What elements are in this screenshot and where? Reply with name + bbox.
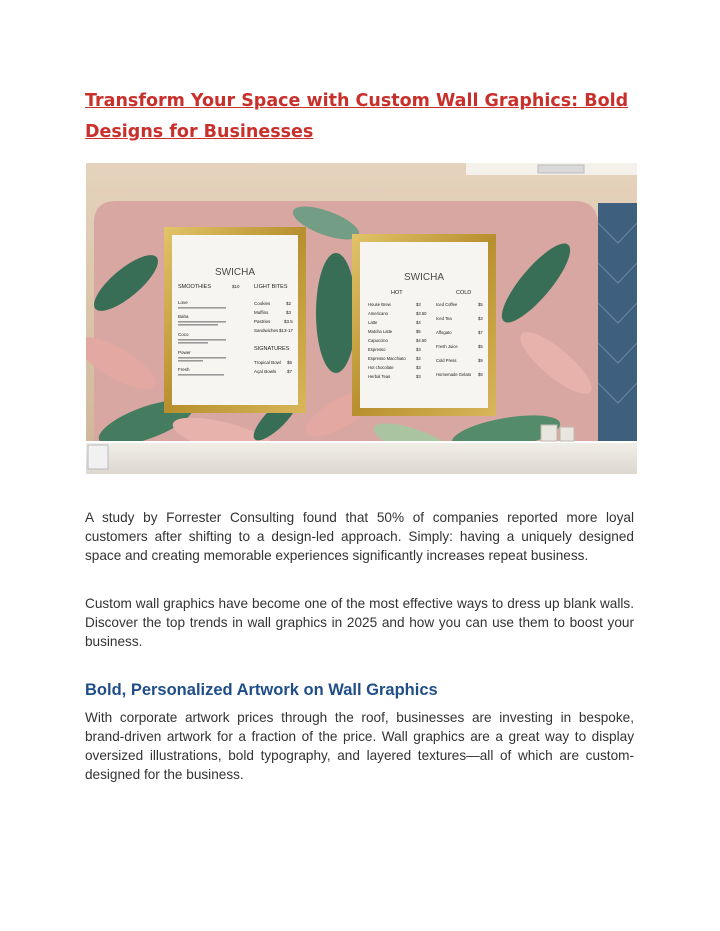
- hot-drink-name: Capuccino: [368, 338, 388, 343]
- trends-paragraph: Custom wall graphics have become one of the most effective ways to dress up blank walls. Discover the top trends in wall graphics in 2025 and how you can use them to boost your business.: [85, 596, 634, 649]
- hot-drink-price: $3: [416, 347, 421, 352]
- hot-drink-price: $3.50: [416, 311, 427, 316]
- section-heading: Bold, Personalized Artwork on Wall Graphics: [85, 681, 438, 699]
- smoothie-item: Power: [178, 350, 191, 355]
- cold-drink-price: $3: [478, 316, 483, 321]
- light-bites-heading: LIGHT BITES: [254, 284, 288, 290]
- signatures-heading: SIGNATURES: [254, 346, 290, 352]
- smoothie-item: Fresh: [178, 367, 190, 372]
- cold-drink-price: $5: [478, 344, 483, 349]
- signature-price: $6: [287, 360, 293, 365]
- hot-drink-name: House Brew: [368, 302, 391, 307]
- hot-drink-price: $4: [416, 320, 421, 325]
- smoothie-item: Coco: [178, 332, 189, 337]
- hot-drink-name: Hot chocolate: [368, 365, 394, 370]
- cold-drink-name: Cold Press: [436, 358, 457, 363]
- smoothie-item: Baha: [178, 314, 189, 319]
- hot-drink-price: $4.50: [416, 338, 427, 343]
- hot-drink-price: $5: [416, 329, 421, 334]
- hot-drink-price: $3: [416, 374, 421, 379]
- smoothies-price: $10: [232, 284, 240, 289]
- light-bite-price: $13-17: [279, 328, 294, 333]
- smoothies-heading: SMOOTHIES: [178, 284, 212, 290]
- cold-drink-name: Homemade Gelato: [436, 372, 472, 377]
- article-title: Transform Your Space with Custom Wall Graphics: Bold Designs for Businesses: [85, 91, 629, 142]
- light-bite-name: Cookies: [254, 301, 271, 306]
- hot-drink-name: Latte: [368, 320, 378, 325]
- signature-name: Tropical Bowl: [254, 360, 281, 365]
- light-bite-name: Sandwiches: [254, 328, 279, 333]
- hot-drink-name: Espresso Macchiato: [368, 356, 406, 361]
- cold-drink-name: Fresh Juice: [436, 344, 458, 349]
- hot-heading: HOT: [391, 290, 403, 296]
- cold-drink-price: $5: [478, 302, 483, 307]
- cold-drink-name: Iced Tea: [436, 316, 452, 321]
- cold-heading: COLD: [456, 290, 472, 296]
- section-paragraph: With corporate artwork prices through the roof, businesses are investing in bespoke, brand-driven artwork for a fraction of the price. Wall graphics are a great way to display oversized illustrations, bold typography, and layered textures—all of which are custom-designed for the business.: [85, 710, 634, 782]
- hot-drink-name: Espresso: [368, 347, 386, 352]
- intro-paragraph: A study by Forrester Consulting found that 50% of companies reported more loyal customers after shifting to a design-led approach. Simply: having a uniquely designed space and creating memorable experiences significantly increases repeat business.: [85, 510, 634, 563]
- cafe-menu-photo: [86, 163, 637, 474]
- hot-drink-name: Herbal Teas: [368, 374, 391, 379]
- signature-name: Açaí Bowls: [254, 369, 277, 374]
- light-bite-price: $2: [286, 301, 292, 306]
- light-bite-price: $3.5: [284, 319, 293, 324]
- left-board-logo: SWICHA: [215, 267, 255, 278]
- cold-drink-name: Iced Coffee: [436, 302, 458, 307]
- hot-drink-price: $3: [416, 302, 421, 307]
- signature-price: $7: [287, 369, 293, 374]
- light-bite-name: Pastries: [254, 319, 271, 324]
- cafe-wall-illustration: [86, 163, 637, 474]
- cold-drink-price: $7: [478, 330, 483, 335]
- right-board-logo: SWICHA: [404, 272, 444, 283]
- hot-drink-price: $3: [416, 365, 421, 370]
- light-bite-name: Muffins: [254, 310, 269, 315]
- light-bite-price: $3: [286, 310, 292, 315]
- cold-drink-price: $8: [478, 372, 483, 377]
- cold-drink-price: $9: [478, 358, 483, 363]
- smoothie-item: Love: [178, 300, 188, 305]
- hot-drink-price: $3: [416, 356, 421, 361]
- cold-drink-name: Affogato: [436, 330, 452, 335]
- hot-drink-name: Matcha Latte: [368, 329, 393, 334]
- hot-drink-name: Americano: [368, 311, 389, 316]
